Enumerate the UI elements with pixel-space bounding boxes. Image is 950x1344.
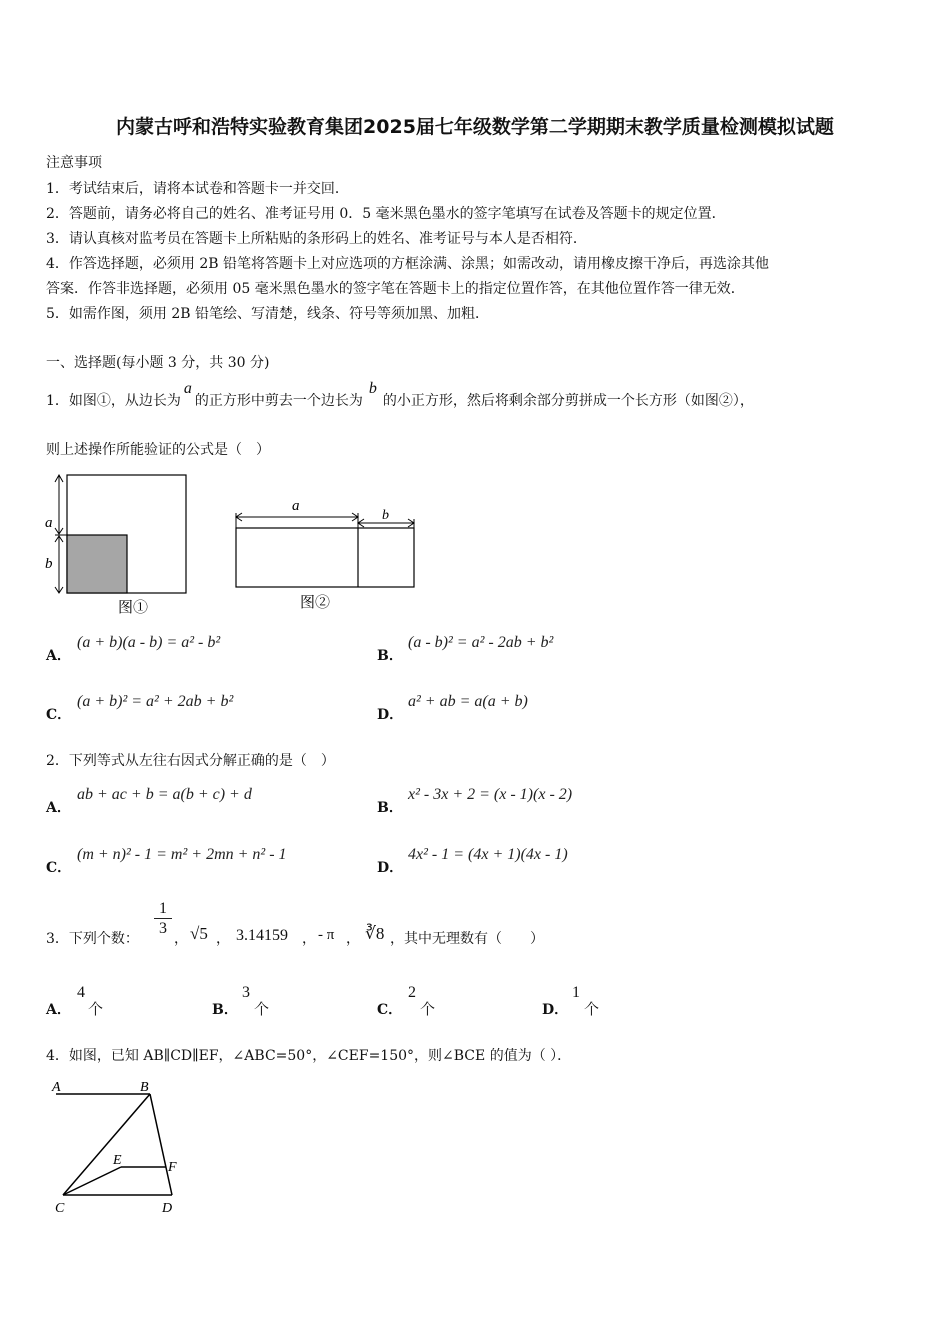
small-square bbox=[67, 535, 127, 593]
q3-option-d-num: 1 bbox=[572, 984, 580, 1001]
q3-option-c-num: 2 bbox=[408, 984, 416, 1001]
notice-item: 5．如需作图，须用 2B 铅笔绘、写清楚，线条、符号等须加黑、加粗． bbox=[46, 306, 490, 322]
label-b: b bbox=[382, 508, 389, 523]
q2-option-c-formula: (m + n)² - 1 = m² + 2mn + n² - 1 bbox=[77, 846, 287, 863]
page-title: 内蒙古呼和浩特实验教育集团2025届七年级数学第二学期期末教学质量检测模拟试题 bbox=[116, 116, 834, 138]
q3-option-d-label: D． bbox=[542, 1002, 569, 1018]
line-ce bbox=[63, 1167, 121, 1195]
figure-caption: 图① bbox=[118, 600, 149, 616]
q1-option-c-label: C． bbox=[46, 707, 72, 723]
q1-option-b-label: B． bbox=[377, 648, 403, 664]
q3-option-a-num: 4 bbox=[77, 984, 85, 1001]
q2-stem: 2．下列等式从左往右因式分解正确的是（ ） bbox=[46, 753, 335, 769]
label-a: a bbox=[45, 515, 53, 531]
q1-option-d-formula: a² + ab = a(a + b) bbox=[408, 693, 528, 710]
q3-stem-lead: 3．下列个数： bbox=[46, 931, 139, 947]
notice-item: 1．考试结束后，请将本试卷和答题卡一并交回． bbox=[46, 181, 349, 197]
figure-2 bbox=[228, 493, 423, 613]
q2-option-b-formula: x² - 3x + 2 = (x - 1)(x - 2) bbox=[408, 786, 573, 803]
notice-item: 2．答题前，请务必将自己的姓名、准考证号用 0．5 毫米黑色墨水的签字笔填写在试卷及答题卡的规定位置． bbox=[46, 206, 726, 222]
label-b: b bbox=[45, 556, 53, 572]
q1-stem-line2: 则上述操作所能验证的公式是（ ） bbox=[46, 442, 270, 458]
q3-decimal: 3.14159 bbox=[236, 927, 288, 944]
q3-option-b-num: 3 bbox=[242, 984, 250, 1001]
q3-stem-tail: ，其中无理数有（ ） bbox=[390, 931, 544, 947]
q2-option-a-formula: ab + ac + b = a(b + c) + d bbox=[77, 786, 252, 803]
q1-option-a-label: A． bbox=[46, 648, 71, 664]
point-a: A bbox=[52, 1080, 61, 1095]
point-f: F bbox=[168, 1160, 177, 1175]
notice-item: 4．作答选择题，必须用 2B 铅笔将答题卡上对应选项的方框涂满、涂黑；如需改动，请用橡皮擦干净后，再选涂其他 bbox=[46, 256, 769, 272]
section-heading: 一、选择题(每小题 3 分，共 30 分) bbox=[46, 355, 270, 371]
rectangle bbox=[236, 528, 414, 587]
figure-q4 bbox=[46, 1075, 196, 1220]
q2-option-a-label: A． bbox=[46, 800, 71, 816]
point-d: D bbox=[162, 1201, 173, 1216]
q1-option-a-formula: (a + b)(a - b) = a² - b² bbox=[77, 634, 221, 651]
point-c: C bbox=[55, 1201, 65, 1216]
q2-option-c-label: C． bbox=[46, 860, 72, 876]
figure-1 bbox=[38, 468, 198, 620]
q3-fraction: $\frac{1}{3}$ bbox=[154, 900, 172, 939]
q2-option-d-formula: 4x² - 1 = (4x + 1)(4x - 1) bbox=[408, 846, 568, 863]
q1-option-d-label: D． bbox=[377, 707, 404, 723]
q3-option-c-label: C． bbox=[377, 1002, 403, 1018]
q1-stem: 1．如图①，从边长为a的正方形中剪去一个边长为b的小正方形，然后将剩余部分剪拼成一个长方形（如图②）， bbox=[46, 380, 754, 409]
q3-sqrt5: √5 bbox=[190, 924, 208, 943]
notice-heading: 注意事项 bbox=[46, 155, 102, 171]
label-a: a bbox=[292, 498, 300, 514]
q1-option-c-formula: (a + b)² = a² + 2ab + b² bbox=[77, 693, 234, 710]
q3-neg-pi: - π bbox=[318, 927, 335, 943]
point-b: B bbox=[140, 1080, 149, 1095]
line-bc bbox=[63, 1094, 150, 1195]
figure-caption: 图② bbox=[300, 595, 331, 611]
notice-item: 3．请认真核对监考员在答题卡上所粘贴的条形码上的姓名、准考证号与本人是否相符． bbox=[46, 231, 587, 247]
point-e: E bbox=[113, 1153, 122, 1168]
q2-option-b-label: B． bbox=[377, 800, 403, 816]
notice-item: 答案．作答非选择题，必须用 05 毫米黑色墨水的签字笔在答题卡上的指定位置作答，在其他位置作答一律无效． bbox=[46, 281, 745, 297]
q3-cbrt8: ∛8 bbox=[365, 924, 385, 943]
q3-option-b-label: B． bbox=[212, 1002, 238, 1018]
q4-stem: 4．如图，已知 AB∥CD∥EF，∠ABC=50°，∠CEF=150°，则∠BCE 的值为（ ）． bbox=[46, 1048, 572, 1064]
q2-option-d-label: D． bbox=[377, 860, 404, 876]
q3-option-a-label: A． bbox=[46, 1002, 71, 1018]
q1-option-b-formula: (a - b)² = a² - 2ab + b² bbox=[408, 634, 554, 651]
line-bd bbox=[150, 1094, 172, 1195]
